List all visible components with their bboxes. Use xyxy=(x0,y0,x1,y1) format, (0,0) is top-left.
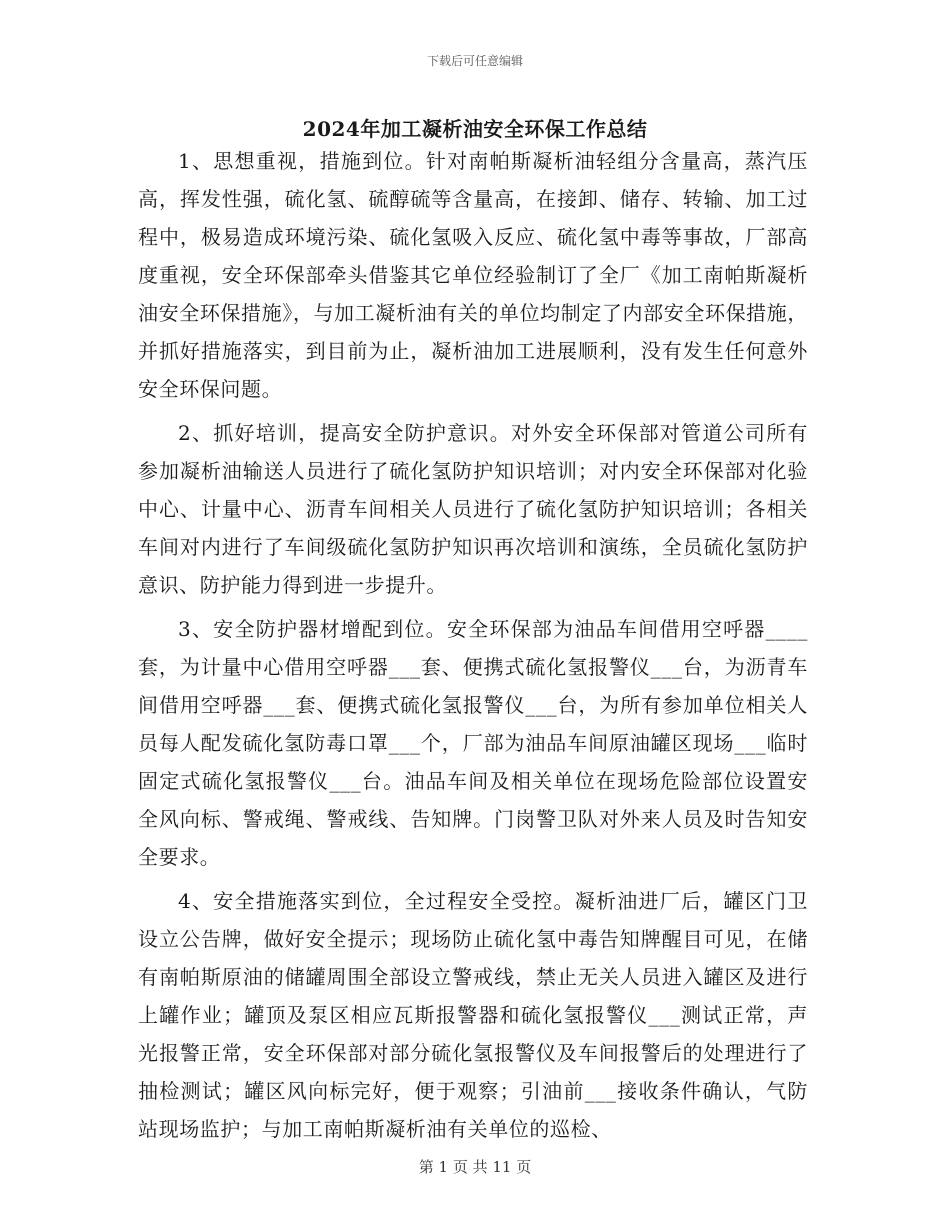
document-body xyxy=(138,142,808,1154)
header-note: 下载后可任意编辑 xyxy=(426,54,523,68)
paragraph-2: 2、抓好培训，提高安全防护意识。对外安全环保部对管道公司所有参加凝析油输送人员进行了硫化氢防护知识培训；对内安全环保部对化验中心、计量中心、沥青车间相关人员进行了硫化氢防护知识培训；各相关车间对内进行了车间级硫化氢防护知识再次培训和演练，全员硫化氢防护意识、防护能力得到进一步提升。 xyxy=(138,421,808,597)
paragraph-4: 4、安全措施落实到位，全过程安全受控。凝析油进厂后，罐区门卫设立公告牌，做好安全提示；现场防止硫化氢中毒告知牌醒目可见，在储有南帕斯原油的储罐周围全部设立警戒线，禁止无关人员进入罐区及进行上罐作业；罐顶及泵区相应瓦斯报警器和硫化氢报警仪___测试正常，声光报警正常，安全环保部对部分硫化氢报警仪及车间报警后的处理进行了抽检测试；罐区风向标完好，便于观察；引油前___接收条件确认，气防站现场监护；与加工南帕斯凝析油有关单位的巡检、 xyxy=(138,889,808,1141)
page-indicator: 第 1 页 共 11 页 xyxy=(418,1158,532,1176)
document-title: 2024年加工凝析油安全环保工作总结 xyxy=(302,117,648,141)
paragraph-1: 1、思想重视，措施到位。针对南帕斯凝析油轻组分含量高，蒸汽压高，挥发性强，硫化氢、硫醇硫等含量高，在接卸、储存、转输、加工过程中，极易造成环境污染、硫化氢吸入反应、硫化氢中毒等事故，厂部高度重视，安全环保部牵头借鉴其它单位经验制订了全厂《加工南帕斯凝析油安全环保措施》，与加工凝析油有关的单位均制定了内部安全环保措施，并抓好措施落实，到目前为止，凝析油加工进展顺利，没有发生任何意外安全环保问题。 xyxy=(138,149,808,401)
paragraph-3: 3、安全防护器材增配到位。安全环保部为油品车间借用空呼器____套，为计量中心借用空呼器___套、便携式硫化氢报警仪___台，为沥青车间借用空呼器___套、便携式硫化氢报警仪___台，为所有参加单位相关人员每人配发硫化氢防毒口罩___个，厂部为油品车间原油罐区现场___临时固定式硫化氢报警仪___台。油品车间及相关单位在现场危险部位设置安全风向标、警戒绳、警戒线、告知牌。门岗警卫队对外来人员及时告知安全要求。 xyxy=(138,617,808,869)
